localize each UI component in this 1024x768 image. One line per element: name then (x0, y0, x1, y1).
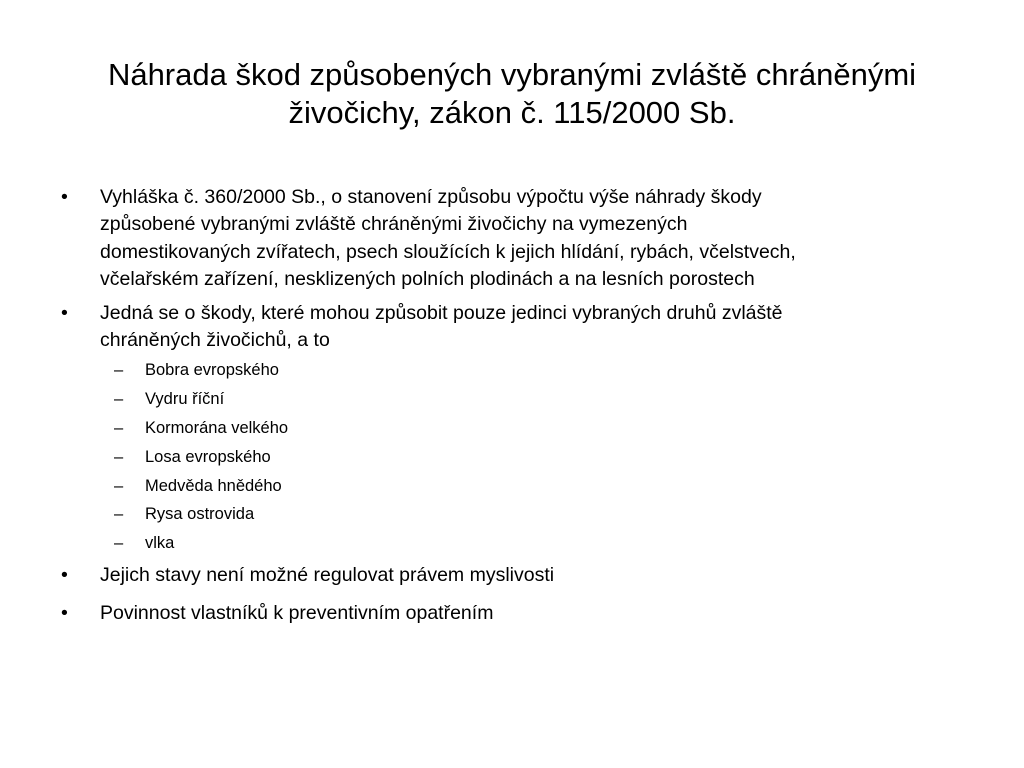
bullet-marker: • (61, 186, 68, 208)
slide-title (40, 56, 984, 132)
bullet-item (58, 600, 958, 627)
bullet-item (58, 300, 958, 355)
species-label: Rysa ostrovida (145, 505, 255, 524)
dash-marker: – (114, 476, 124, 495)
bullet-line: domestikovaných zvířatech, psech sloužících k jejich hlídání, rybách, včelstvech, (100, 240, 796, 263)
species-item (58, 504, 958, 524)
bullet-line: Vyhláška č. 360/2000 Sb., o stanovení způsobu výpočtu výše náhrady škody (100, 186, 762, 208)
title-line: Náhrada škod způsobených vybranými zvláště chráněnými (107, 57, 917, 92)
species-item (58, 476, 958, 496)
bullet-line: včelařském zařízení, nesklizených polních plodinách a na lesních porostech (100, 268, 755, 291)
species-list (58, 360, 958, 553)
species-label: Bobra evropského (145, 361, 279, 380)
bullet-line: způsobené vybranými zvláště chráněnými živočichy na vymezených (100, 213, 688, 236)
bullet-item (58, 184, 958, 294)
species-label: vlka (145, 534, 175, 553)
bullet-marker: • (61, 564, 68, 587)
bullet-item (58, 562, 958, 589)
dash-marker: – (114, 447, 124, 466)
species-label: Losa evropského (145, 447, 271, 466)
dash-marker: – (114, 534, 124, 553)
dash-marker: – (114, 390, 124, 409)
species-item (58, 533, 958, 553)
species-item (58, 389, 958, 409)
title-line: živočichy, zákon č. 115/2000 Sb. (288, 95, 736, 130)
species-label: Medvěda hnědého (145, 476, 282, 495)
dash-marker: – (114, 505, 124, 524)
bullet-marker: • (61, 602, 68, 625)
bullet-line: chráněných živočichů, a to (100, 329, 330, 352)
species-item (58, 360, 958, 380)
bullet-line: Jejich stavy není možné regulovat právem myslivosti (100, 564, 555, 587)
species-label: Kormorána velkého (145, 419, 289, 438)
species-label: Vydru říční (145, 390, 225, 409)
bullet-line: Jedná se o škody, které mohou způsobit pouze jedinci vybraných druhů zvláště (100, 301, 783, 324)
species-item (58, 447, 958, 467)
dash-marker: – (114, 361, 124, 380)
slide-content (58, 184, 958, 634)
species-item (58, 418, 958, 438)
bullet-line: Povinnost vlastníků k preventivním opatřením (100, 602, 494, 625)
dash-marker: – (114, 419, 124, 438)
bullet-marker: • (61, 301, 68, 324)
